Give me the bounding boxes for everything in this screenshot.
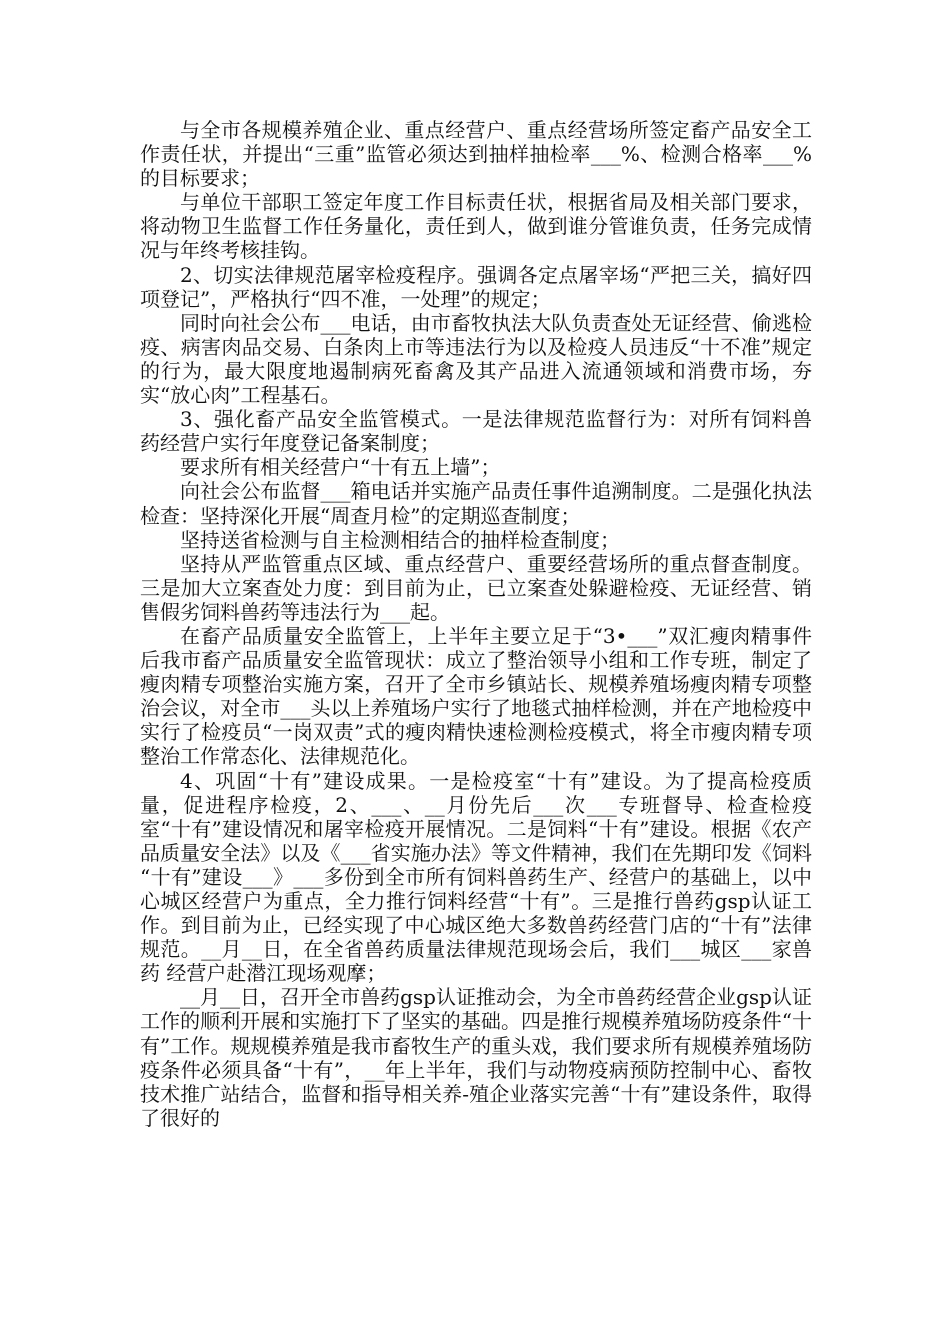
paragraph: 向社会公布监督___箱电话并实施产品责任事件追溯制度。二是强化执法检查：坚持深化开展“周查月检”的定期巡查制度；	[140, 479, 812, 528]
paragraph: 坚持从严监管重点区域、重点经营户、重要经营场所的重点督查制度。三是加大立案查处力度：到目前为止，已立案查处躲避检疫、无证经营、销售假劣饲料兽药等违法行为___起。	[140, 551, 812, 624]
paragraph: 同时向社会公布___电话，由市畜牧执法大队负责查处无证经营、偷逃检疫、病害肉品交易、白条肉上市等违法行为以及检疫人员违反“十不准”规定的行为，最大限度地遏制病死畜禽及其产品进入流通领域和消费市场，夯实“放心肉”工程基石。	[140, 310, 812, 408]
paragraph: 4、巩固“十有”建设成果。一是检疫室“十有”建设。为了提高检疫质量，促进程序检疫，2、___、__月份先后___次___专班督导、检查检疫室“十有”建设情况和屠宰检疫开展情况。二是饲料“十有”建设。根据《农产品质量安全法》以及《___省实施办法》等文件精神，我们在先期印发《饲料 “十有”建设___》___多份到全市所有饲料兽药生产、经营户的基础上，以中心城区经营户为重点，全力推行饲料经营“十有”。三是推行兽药gsp认证工作。到目前为止，已经实现了中心城区绝大多数兽药经营门店的“十有”法律规范。__月__日，在全省兽药质量法律规范现场会后，我们___城区___家兽药 经营户赴潜江现场观摩；	[140, 768, 812, 986]
paragraph: 坚持送省检测与自主检测相结合的抽样检查制度；	[180, 527, 620, 552]
paragraph: 3、强化畜产品安全监管模式。一是法律规范监督行为：对所有饲料兽药经营户实行年度登记备案制度；	[140, 407, 812, 456]
paragraph: 在畜产品质量安全监管上，上半年主要立足于“3•___”双汇瘦肉精事件后我市畜产品质量安全监管现状：成立了整治领导小组和工作专班，制定了瘦肉精专项整治实施方案，召开了全市乡镇站长、规模养殖场瘦肉精专项整治会议，对全市___头以上养殖场户实行了地毯式抽样检测，并在产地检疫中实行了检疫员“一岗双责”式的瘦肉精快速检测检疫模式，将全市瘦肉精专项整治工作常态化、法律规范化。	[140, 623, 812, 769]
paragraph: __月__日，召开全市兽药gsp认证推动会，为全市兽药经营企业gsp认证工作的顺利开展和实施打下了坚实的基础。四是推行规模养殖场防疫条件“十有”工作。规规模养殖是我市畜牧生产的重头戏，我们要求所有规模养殖场防疫条件必须具备“十有”，__年上半年，我们与动物疫病预防控制中心、畜牧技术推广站结合，监督和指导相关养-殖企业落实完善“十有”建设条件，取得了很好的	[140, 985, 812, 1130]
document-body	[140, 118, 812, 1130]
paragraph: 与单位干部职工签定年度工作目标责任状，根据省局及相关部门要求，将动物卫生监督工作任务量化，责任到人，做到谁分管谁负责，任务完成情况与年终考核挂钩。	[140, 190, 812, 263]
paragraph: 与全市各规模养殖企业、重点经营户、重点经营场所签定畜产品安全工作责任状，并提出“三重”监管必须达到抽样抽检率___%、检测合格率___%的目标要求；	[140, 118, 812, 191]
paragraph: 2、切实法律规范屠宰检疫程序。强调各定点屠宰场“严把三关，搞好四项登记”，严格执行“四不准，一处理”的规定；	[140, 262, 812, 311]
paragraph: 要求所有相关经营户“十有五上墙”；	[180, 455, 501, 480]
